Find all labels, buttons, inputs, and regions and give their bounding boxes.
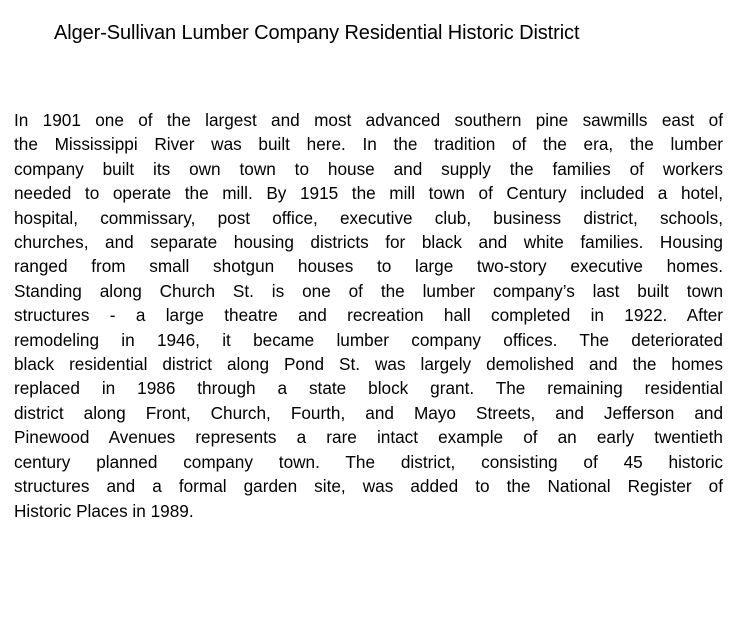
paragraph-line: In 1901 one of the largest and most advanced southern pine sawmills east of (14, 110, 723, 130)
paragraph-line: structures and a formal garden site, was added to the National Register of (14, 476, 723, 497)
paragraph-line: Historic Places in 1989. (14, 500, 194, 521)
paragraph-line: district along Front, Church, Fourth, and Mayo Streets, and Jefferson and (14, 402, 723, 423)
paragraph-line: replaced in 1986 through a state block grant. The remaining residential (14, 378, 723, 399)
paragraph-line: the Mississippi River was built here. In the tradition of the era, the lumber (14, 134, 723, 155)
document-body-paragraph (14, 108, 723, 523)
paragraph-line: Standing along Church St. is one of the lumber company’s last built town (14, 280, 723, 301)
paragraph-line: century planned company town. The district, consisting of 45 historic (14, 451, 723, 472)
paragraph-line: ranged from small shotgun houses to large two-story executive homes. (14, 256, 723, 277)
paragraph-line: structures - a large theatre and recreation hall completed in 1922. After (14, 305, 723, 326)
paragraph-line: Pinewood Avenues represents a rare intact example of an early twentieth (14, 427, 723, 448)
paragraph-line: hospital, commissary, post office, executive club, business district, schools, (14, 207, 723, 228)
paragraph-line: churches, and separate housing districts for black and white families. Housing (14, 232, 723, 253)
paragraph-line: black residential district along Pond St. was largely demolished and the homes (14, 354, 723, 375)
paragraph-line: company built its own town to house and supply the families of workers (14, 158, 723, 179)
document-title: Alger-Sullivan Lumber Company Residential Historic District (54, 22, 580, 44)
paragraph-line: needed to operate the mill. By 1915 the mill town of Century included a hotel, (14, 183, 723, 204)
paragraph-line: remodeling in 1946, it became lumber company offices. The deteriorated (14, 329, 723, 350)
